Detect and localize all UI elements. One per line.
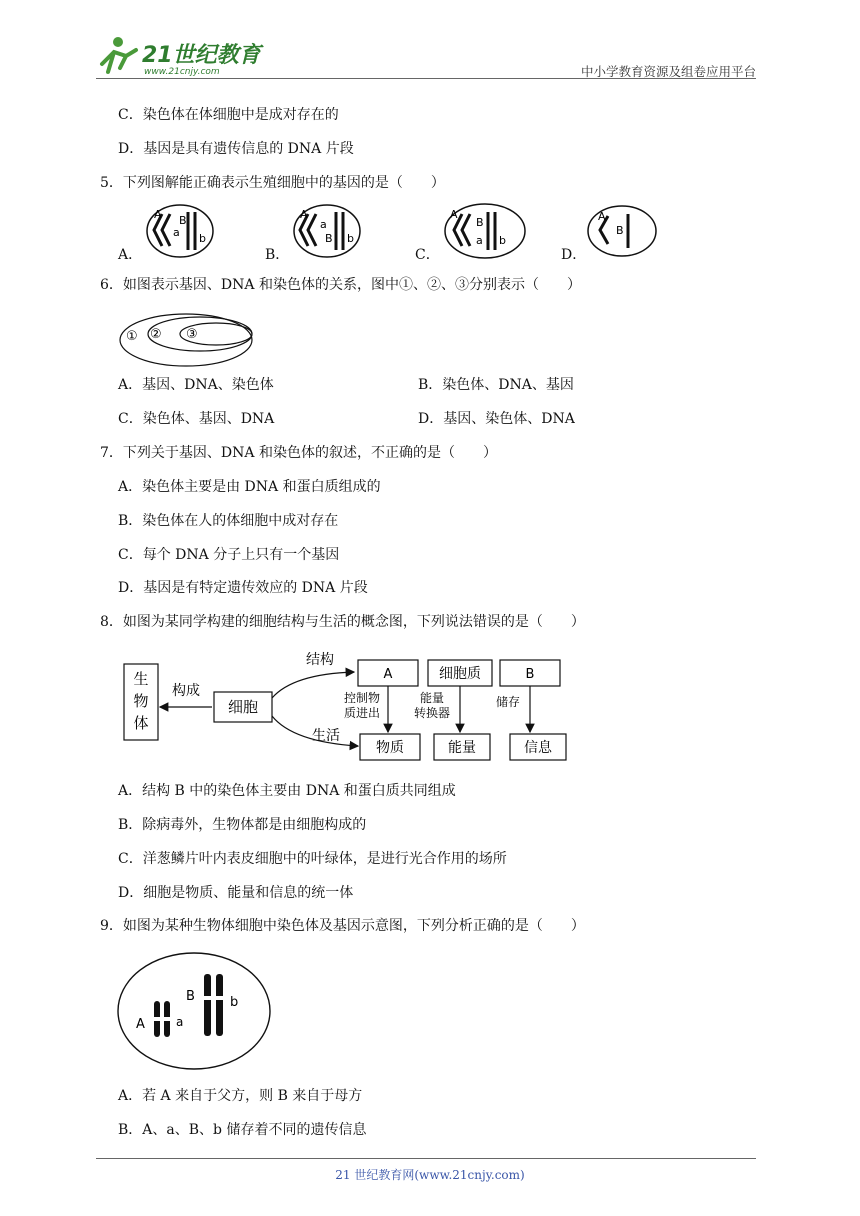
- q8-organism-1: 生: [133, 670, 149, 688]
- q9-gene-B: B: [186, 989, 195, 1004]
- logo-runner-icon: [96, 34, 266, 78]
- q7-option-d: D．基因是有特定遗传效应的 DNA 片段: [118, 580, 368, 596]
- q6-option-b: B．染色体、DNA、基因: [418, 377, 574, 393]
- header-divider: [96, 78, 756, 79]
- q7-option-c: C．每个 DNA 分子上只有一个基因: [118, 547, 340, 563]
- q6-stem: 6．如图表示基因、DNA 和染色体的关系，图中①、②、③分别表示（ ）: [100, 277, 581, 293]
- q8-energy-label: 能量: [448, 740, 476, 756]
- q8-option-c: C．洋葱鳞片叶内表皮细胞中的叶绿体，是进行光合作用的场所: [118, 851, 507, 867]
- q6-nested-ellipses: [118, 312, 258, 368]
- q9-stem: 9．如图为某种生物体细胞中染色体及基因示意图，下列分析正确的是（ ）: [100, 918, 585, 934]
- q9-gene-b: b: [230, 995, 239, 1010]
- q9-gene-A: A: [136, 1017, 145, 1032]
- q9-option-a: A．若 A 来自于父方，则 B 来自于母方: [118, 1088, 363, 1104]
- q8-converter-2: 转换器: [414, 706, 451, 720]
- q6-circle-3: ③: [186, 327, 198, 342]
- q5-cell-b: [294, 205, 360, 257]
- q9-option-b: B．A、a、B、b 储存着不同的遗传信息: [118, 1122, 367, 1138]
- q8-cytoplasm-label: 细胞质: [439, 666, 481, 682]
- logo-main-text: 21世纪教育: [142, 43, 261, 68]
- q8-compose-label: 构成: [172, 683, 200, 699]
- q6-circle-1: ①: [126, 329, 138, 344]
- q8-cell-label: 细胞: [227, 698, 259, 716]
- q8-control-1: 控制物: [344, 691, 381, 705]
- q8-organism-3: 体: [133, 714, 149, 732]
- q7-option-b: B．染色体在人的体细胞中成对存在: [118, 513, 339, 529]
- q7-stem: 7．下列关于基因、DNA 和染色体的叙述，不正确的是（ ）: [100, 445, 497, 461]
- q8-option-a: A．结构 B 中的染色体主要由 DNA 和蛋白质共同组成: [118, 783, 456, 799]
- header-tagline: 中小学教育资源及组卷应用平台: [580, 64, 756, 79]
- q5-b-gene-a: a: [320, 218, 327, 231]
- q5-a-gene-B: B: [179, 214, 187, 227]
- q5-label-d: D．: [561, 247, 587, 263]
- q8-stem: 8．如图为某同学构建的细胞结构与生活的概念图，下列说法错误的是（ ）: [100, 614, 585, 630]
- footer-text: 21 世纪教育网(www.21cnjy.com): [335, 1168, 525, 1182]
- q5-b-gene-b: b: [347, 232, 354, 245]
- q8-box-b-label: B: [525, 667, 535, 682]
- q6-circle-2: ②: [150, 327, 162, 342]
- q5-d-gene-A: A: [598, 210, 606, 223]
- q5-cell-d: [588, 206, 656, 256]
- q5-label-a: A．: [118, 247, 143, 263]
- q4-option-d: D．基因是具有遗传信息的 DNA 片段: [118, 141, 354, 157]
- q5-c-gene-B: B: [476, 216, 484, 229]
- q8-life-label: 生活: [312, 728, 340, 744]
- logo-url-text: www.21cnjy.com: [144, 67, 220, 77]
- q5-label-b: B．: [265, 247, 290, 263]
- q9-cell-diagram: [116, 950, 276, 1072]
- q8-store-label: 储存: [496, 695, 521, 709]
- q6-option-a: A．基因、DNA、染色体: [118, 377, 274, 393]
- q8-info-label: 信息: [524, 740, 552, 756]
- q5-cell-c: [445, 204, 525, 258]
- q8-matter-label: 物质: [376, 740, 404, 756]
- q5-b-gene-B: B: [325, 232, 333, 245]
- q8-concept-map: [118, 646, 578, 766]
- q5-c-gene-a: a: [476, 234, 483, 247]
- q6-option-d: D．基因、染色体、DNA: [418, 411, 575, 427]
- q5-c-gene-A: A: [450, 208, 458, 221]
- q8-control-2: 质进出: [344, 706, 381, 720]
- q5-b-gene-A: A: [300, 208, 308, 221]
- q5-a-gene-A: A: [154, 208, 162, 221]
- q8-organism-2: 物: [133, 692, 149, 710]
- q8-converter-1: 能量: [420, 691, 445, 705]
- logo: [96, 34, 266, 78]
- q5-a-gene-a: a: [173, 226, 180, 239]
- q4-option-c: C．染色体在体细胞中是成对存在的: [118, 107, 339, 123]
- q5-label-c: C．: [415, 247, 440, 263]
- q5-d-gene-B: B: [616, 224, 624, 237]
- q8-structure-label: 结构: [306, 652, 334, 668]
- q8-option-b: B．除病毒外，生物体都是由细胞构成的: [118, 817, 367, 833]
- q8-box-a-label: A: [383, 667, 393, 682]
- footer-divider: [96, 1158, 756, 1159]
- q5-cell-a: [147, 205, 213, 257]
- q5-a-gene-b: b: [199, 232, 206, 245]
- q9-gene-a: a: [176, 1015, 184, 1029]
- q5-c-gene-b: b: [499, 234, 506, 247]
- q8-option-d: D．细胞是物质、能量和信息的统一体: [118, 885, 354, 901]
- q5-stem: 5．下列图解能正确表示生殖细胞中的基因的是（ ）: [100, 175, 445, 191]
- q7-option-a: A．染色体主要是由 DNA 和蛋白质组成的: [118, 479, 381, 495]
- q6-option-c: C．染色体、基因、DNA: [118, 411, 275, 427]
- q5-cell-diagrams: [140, 200, 680, 262]
